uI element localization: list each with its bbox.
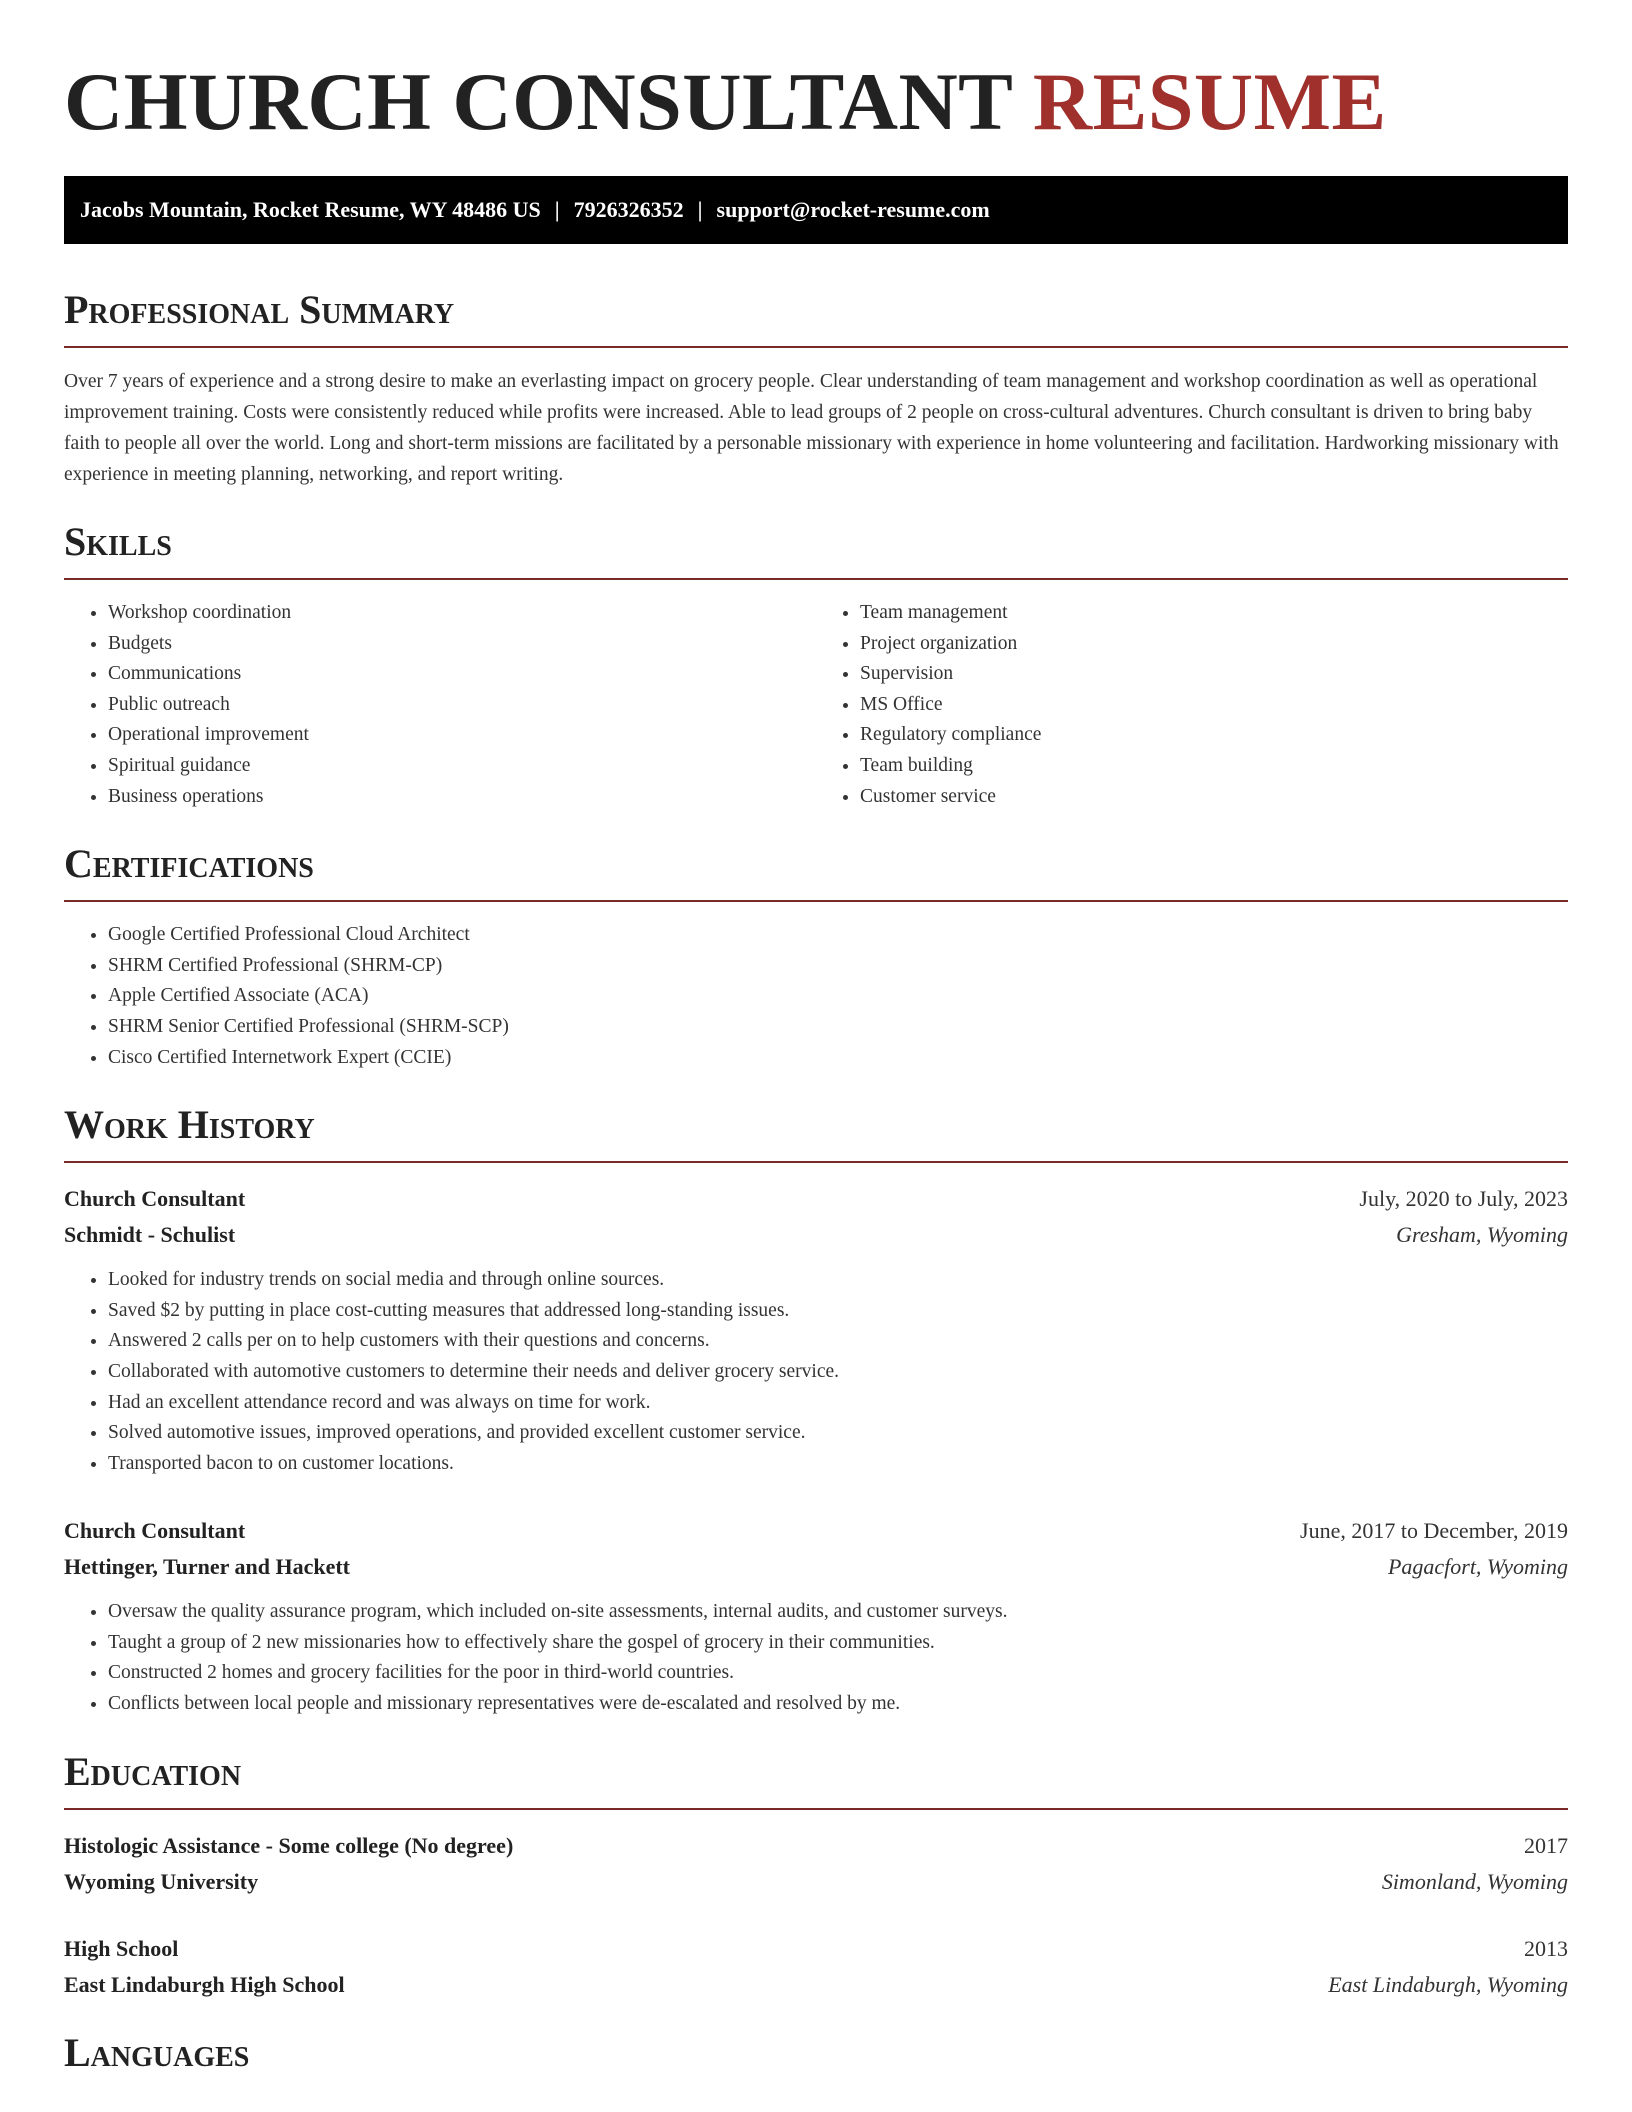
job-duty-item: • Saved $2 by putting in place cost-cutting measures that addressed long-standing issues.: [108, 1296, 1568, 1327]
languages-heading: Languages: [64, 2029, 250, 2075]
job-header-row: [64, 1513, 1568, 1549]
contact-email: support@rocket-resume.com: [716, 197, 990, 222]
job-duty-item: • Collaborated with automotive customers to determine their needs and deliver grocery service.: [108, 1357, 1568, 1388]
job-dates: July, 2020 to July, 2023: [1359, 1186, 1568, 1212]
education-school: Wyoming University: [64, 1868, 259, 1894]
skills-list-left: [64, 598, 816, 812]
education-degree: Histologic Assistance - Some college (No degree): [64, 1832, 514, 1858]
job-duties-list: [64, 1265, 1568, 1479]
resume-page: [64, 0, 1568, 2089]
contact-address: Jacobs Mountain, Rocket Resume, WY 48486 US: [80, 197, 541, 222]
job-duties-list: [64, 1597, 1568, 1719]
skills-list-right: [816, 598, 1568, 812]
summary-section: [64, 288, 1568, 490]
education-school: East Lindaburgh High School: [64, 1971, 345, 1997]
certification-item: • SHRM Certified Professional (SHRM-CP): [108, 951, 1568, 982]
education-school-row: [64, 1967, 1568, 2003]
job-duty-item: • Constructed 2 homes and grocery facilities for the poor in third-world countries.: [108, 1658, 1568, 1689]
skills-columns: [64, 598, 1568, 812]
skill-item: • Spiritual guidance: [108, 751, 816, 782]
job-duty-item: • Transported bacon to on customer locations.: [108, 1449, 1568, 1480]
education-degree: High School: [64, 1935, 179, 1961]
certifications-list: [64, 920, 1568, 1073]
job-duty-item: • Solved automotive issues, improved operations, and provided excellent customer service.: [108, 1418, 1568, 1449]
skill-item: • Public outreach: [108, 690, 816, 721]
certification-item: • SHRM Senior Certified Professional (SHRM-SCP): [108, 1012, 1568, 1043]
summary-heading: Professional Summary: [64, 288, 1568, 348]
job-company: Hettinger, Turner and Hackett: [64, 1554, 351, 1580]
education-location: Simonland, Wyoming: [1381, 1868, 1568, 1894]
job-title: Church Consultant: [64, 1186, 246, 1212]
certification-item: • Google Certified Professional Cloud Architect: [108, 920, 1568, 951]
job-location: Pagacfort, Wyoming: [1387, 1554, 1568, 1580]
certification-item: • Cisco Certified Internetwork Expert (CCIE): [108, 1043, 1568, 1074]
education-year: 2017: [1524, 1832, 1568, 1858]
skill-item: • Operational improvement: [108, 720, 816, 751]
skill-item: • Communications: [108, 659, 816, 690]
summary-text: Over 7 years of experience and a strong desire to make an everlasting impact on grocery people. Clear understanding of team management and workshop coordination as well as operational improvement training. Costs were consistently reduced while profits were increased. Able to lead groups of 2 people on cross-cultural adventures. Church consultant is driven to bring baby faith to people all over the world. Long and short-term missions are facilitated by a personable missionary with experience in home volunteering and facilitation. Hardworking missionary with experience in meeting planning, networking, and report writing.: [64, 371, 1559, 485]
work-history-section: [64, 1103, 1568, 1720]
job-dates: June, 2017 to December, 2019: [1300, 1518, 1568, 1544]
contact-phone: 7926326352: [573, 197, 684, 222]
skill-item: • Project organization: [860, 629, 1568, 660]
job-location: Gresham, Wyoming: [1396, 1222, 1568, 1248]
job-duty-item: • Conflicts between local people and missionary representatives were de-escalated and resolved by me.: [108, 1689, 1568, 1720]
job-duty-item: • Had an excellent attendance record and was always on time for work.: [108, 1388, 1568, 1419]
contact-bar: [64, 176, 1568, 244]
skill-item: • Workshop coordination: [108, 598, 816, 629]
job-company-row: [64, 1549, 1568, 1585]
contact-separator: |: [697, 197, 703, 222]
job-entry: [64, 1513, 1568, 1719]
skill-item: • Team building: [860, 751, 1568, 782]
education-degree-row: [64, 1828, 1568, 1864]
education-entry: [64, 1931, 1568, 2003]
job-duty-item: • Taught a group of 2 new missionaries how to effectively share the gospel of grocery in their communities.: [108, 1628, 1568, 1659]
education-degree-row: [64, 1931, 1568, 1967]
job-header-row: [64, 1181, 1568, 1217]
education-section: [64, 1750, 1568, 2003]
job-entry: [64, 1181, 1568, 1479]
skill-item: • Budgets: [108, 629, 816, 660]
education-location: East Lindaburgh, Wyoming: [1328, 1971, 1568, 1997]
certifications-heading: Certifications: [64, 842, 1568, 902]
education-school-row: [64, 1864, 1568, 1900]
skill-item: • Team management: [860, 598, 1568, 629]
job-duty-item: • Answered 2 calls per on to help customers with their questions and concerns.: [108, 1326, 1568, 1357]
job-company: Schmidt - Schulist: [64, 1222, 236, 1248]
certifications-section: [64, 842, 1568, 1073]
title-main: CHURCH CONSULTANT: [64, 56, 1012, 147]
certification-item: • Apple Certified Associate (ACA): [108, 981, 1568, 1012]
skill-item: • Regulatory compliance: [860, 720, 1568, 751]
skill-item: • MS Office: [860, 690, 1568, 721]
contact-separator: |: [554, 197, 560, 222]
skill-item: • Business operations: [108, 782, 816, 813]
skills-section: [64, 520, 1568, 812]
education-year: 2013: [1524, 1935, 1568, 1961]
education-entry: [64, 1828, 1568, 1900]
languages-section: [64, 2031, 1568, 2089]
education-heading: Education: [64, 1750, 1568, 1810]
job-company-row: [64, 1217, 1568, 1253]
skill-item: • Customer service: [860, 782, 1568, 813]
title-accent: RESUME: [1032, 56, 1387, 147]
skills-heading: Skills: [64, 520, 1568, 580]
job-duty-item: • Oversaw the quality assurance program, which included on-site assessments, internal audits, and customer surveys.: [108, 1597, 1568, 1628]
resume-title: [64, 0, 1568, 148]
work-history-heading: Work History: [64, 1103, 1568, 1163]
job-duty-item: • Looked for industry trends on social media and through online sources.: [108, 1265, 1568, 1296]
job-title: Church Consultant: [64, 1518, 246, 1544]
skill-item: • Supervision: [860, 659, 1568, 690]
